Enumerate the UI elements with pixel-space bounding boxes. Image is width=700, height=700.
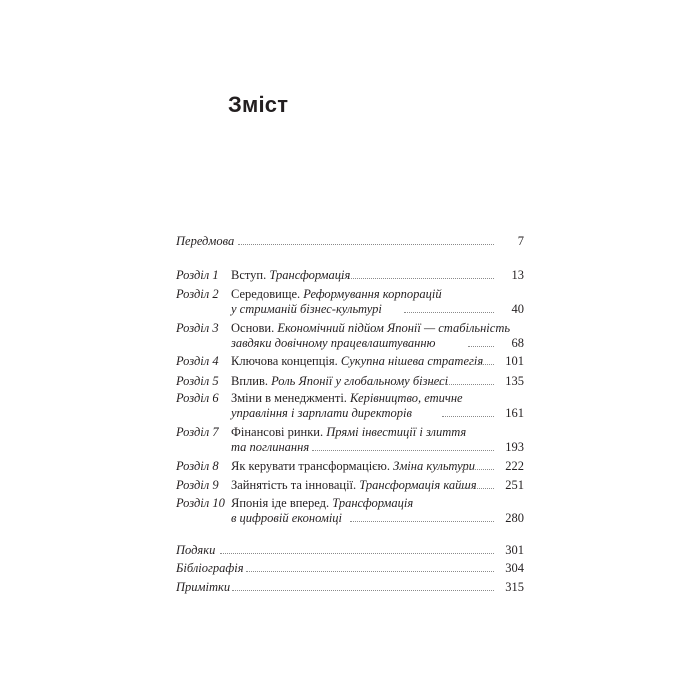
chapter-label: Розділ 10 <box>176 496 225 510</box>
entry-label: Передмова <box>176 234 235 248</box>
page-number: 7 <box>517 234 524 248</box>
page-number: 222 <box>505 459 524 473</box>
chapter-title: Як керувати трансформацією. Зміна культури <box>231 459 475 473</box>
chapter-label: Розділ 2 <box>176 287 219 301</box>
dot-leader <box>220 553 494 554</box>
dot-leader <box>350 521 494 522</box>
dot-leader <box>312 450 494 451</box>
page-number: 135 <box>505 374 524 388</box>
dot-leader <box>404 312 494 313</box>
chapter-subtitle-cont: в цифровій економіці <box>231 511 343 525</box>
chapter-title: Зайнятість та інновації. Трансформація кайшя <box>231 478 477 492</box>
dot-leader <box>340 278 494 279</box>
dot-leader <box>232 590 494 591</box>
chapter-label: Розділ 1 <box>176 268 219 282</box>
entry-label: Подяки <box>176 543 216 557</box>
page-title: Зміст <box>228 92 289 117</box>
dot-leader <box>238 244 494 245</box>
dot-leader <box>430 384 494 385</box>
chapter-title: Середовище. Реформування корпорацій <box>231 287 442 301</box>
chapter-subtitle-cont: у стриманій бізнес-культурі <box>231 302 382 316</box>
chapter-subtitle-cont: управління і зарплати директорів <box>231 406 412 420</box>
chapter-label: Розділ 6 <box>176 391 219 405</box>
dot-leader <box>246 571 494 572</box>
chapter-title: Фінансові ринки. Прямі інвестиції і злиття <box>231 425 467 439</box>
page-number: 193 <box>505 440 524 454</box>
dot-leader <box>442 416 494 417</box>
chapter-label: Розділ 5 <box>176 374 219 388</box>
page-number: 301 <box>505 543 524 557</box>
dot-leader <box>458 488 494 489</box>
chapter-title: Зміни в менеджменті. Керівництво, етичне <box>231 391 463 405</box>
chapter-subtitle-cont: та поглинання <box>231 440 310 454</box>
entry-label: Примітки <box>176 580 231 594</box>
chapter-title: Основи. Економічний підйом Японії — стабільність <box>231 321 511 335</box>
chapter-label: Розділ 3 <box>176 321 219 335</box>
page-number: 161 <box>505 406 524 420</box>
chapter-subtitle-cont: завдяки довічному працевлаштуванню <box>231 336 436 350</box>
chapter-title: Вступ. Трансформація <box>231 268 351 282</box>
page-number: 251 <box>505 478 524 492</box>
entry-label: Бібліографія <box>176 561 244 575</box>
chapter-label: Розділ 9 <box>176 478 219 492</box>
page-number: 315 <box>505 580 524 594</box>
dot-leader <box>462 469 494 470</box>
chapter-title: Ключова концепція. Сукупна нішева стратегія <box>231 354 484 368</box>
page-number: 101 <box>505 354 524 368</box>
chapter-title: Вплив. Роль Японії у глобальному бізнесі <box>231 374 449 388</box>
dot-leader <box>466 364 494 365</box>
dot-leader <box>468 346 494 347</box>
page-number: 280 <box>505 511 524 525</box>
page-number: 304 <box>505 561 524 575</box>
chapter-label: Розділ 4 <box>176 354 219 368</box>
chapter-label: Розділ 8 <box>176 459 219 473</box>
page-number: 13 <box>511 268 524 282</box>
page-number: 68 <box>511 336 524 350</box>
chapter-title: Японія іде вперед. Трансформація <box>231 496 414 510</box>
page-number: 40 <box>511 302 524 316</box>
chapter-label: Розділ 7 <box>176 425 219 439</box>
